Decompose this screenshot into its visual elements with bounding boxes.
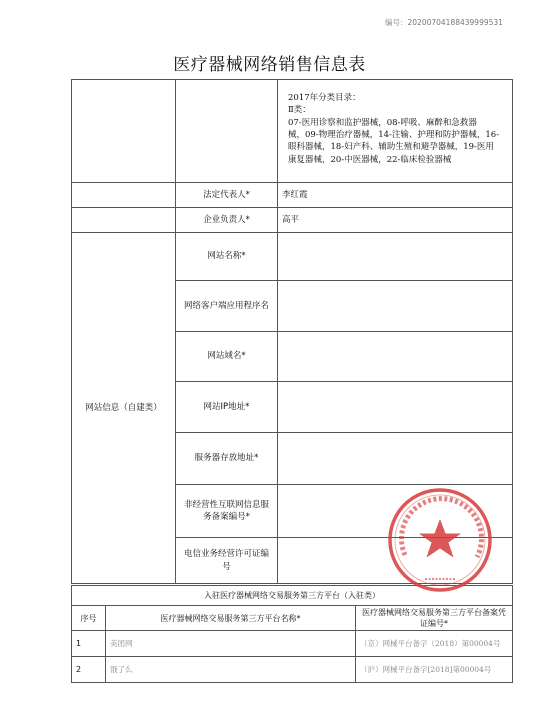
serial-number [385, 17, 503, 28]
blank-cell [72, 80, 176, 183]
scope-row [72, 80, 513, 183]
table-row [72, 631, 513, 657]
header-platform-name: 医疗器械网络交易服务第三方平台名称* [106, 606, 356, 631]
header-index: 序号 [72, 606, 106, 631]
platform-table [71, 585, 513, 683]
icp-label: 非经营性互联网信息服务备案编号* [176, 485, 278, 538]
platform-section-title: 入驻医疗器械网络交易服务第三方平台（入驻类） [72, 586, 513, 606]
legal-rep-label: 法定代表人* [176, 183, 278, 208]
domain-value [278, 332, 513, 382]
site-name-row [72, 233, 513, 281]
ip-label: 网站IP地址* [176, 382, 278, 433]
manager-label: 企业负责人* [176, 208, 278, 233]
blank-cell [176, 80, 278, 183]
manager-row [72, 208, 513, 233]
row-index: 1 [72, 631, 106, 657]
telecom-value [278, 538, 513, 584]
table-row [72, 657, 513, 683]
legal-rep-value: 李红霞 [278, 183, 513, 208]
info-table [71, 79, 513, 584]
row-index: 2 [72, 657, 106, 683]
serial-label: 编号： [385, 18, 408, 27]
header-record-number: 医疗器械网络交易服务第三方平台备案凭证编号* [356, 606, 513, 631]
manager-value: 高平 [278, 208, 513, 233]
app-value [278, 281, 513, 332]
platform-header-row [72, 606, 513, 631]
site-name-value [278, 233, 513, 281]
server-value [278, 433, 513, 485]
serial-value: 20200704188439999531 [407, 18, 503, 27]
page-title: 医疗器械网络销售信息表 [173, 55, 366, 75]
server-label: 服务器存放地址* [176, 433, 278, 485]
platform-section-row [72, 586, 513, 606]
legal-rep-row [72, 183, 513, 208]
platform-name: 饿了么 [106, 657, 356, 683]
site-name-label: 网站名称* [176, 233, 278, 281]
icp-value [278, 485, 513, 538]
platform-record: （京）网械平台备字（2018）第00004号 [356, 631, 513, 657]
domain-label: 网站域名* [176, 332, 278, 382]
business-scope: 2017年分类目录： Ⅱ类： 07-医用诊察和监护器械，08-呼吸、麻醉和急救器 械，09-物理治疗器械，14-注输、护理和防护器械，16- 眼科器械，18-妇产科、辅助生殖和避孕器械，19-医用 康复器械，20-中医器械，22-临床检验器械 [278, 80, 513, 183]
platform-name: 美团网 [106, 631, 356, 657]
platform-record: （沪）网械平台备字[2018]第00004号 [356, 657, 513, 683]
telecom-label: 电信业务经营许可证编号 [176, 538, 278, 584]
blank-cell [72, 208, 176, 233]
app-label: 网络客户端应用程序名 [176, 281, 278, 332]
blank-cell [72, 183, 176, 208]
ip-value [278, 382, 513, 433]
site-section-label: 网站信息（自建类） [72, 233, 176, 584]
